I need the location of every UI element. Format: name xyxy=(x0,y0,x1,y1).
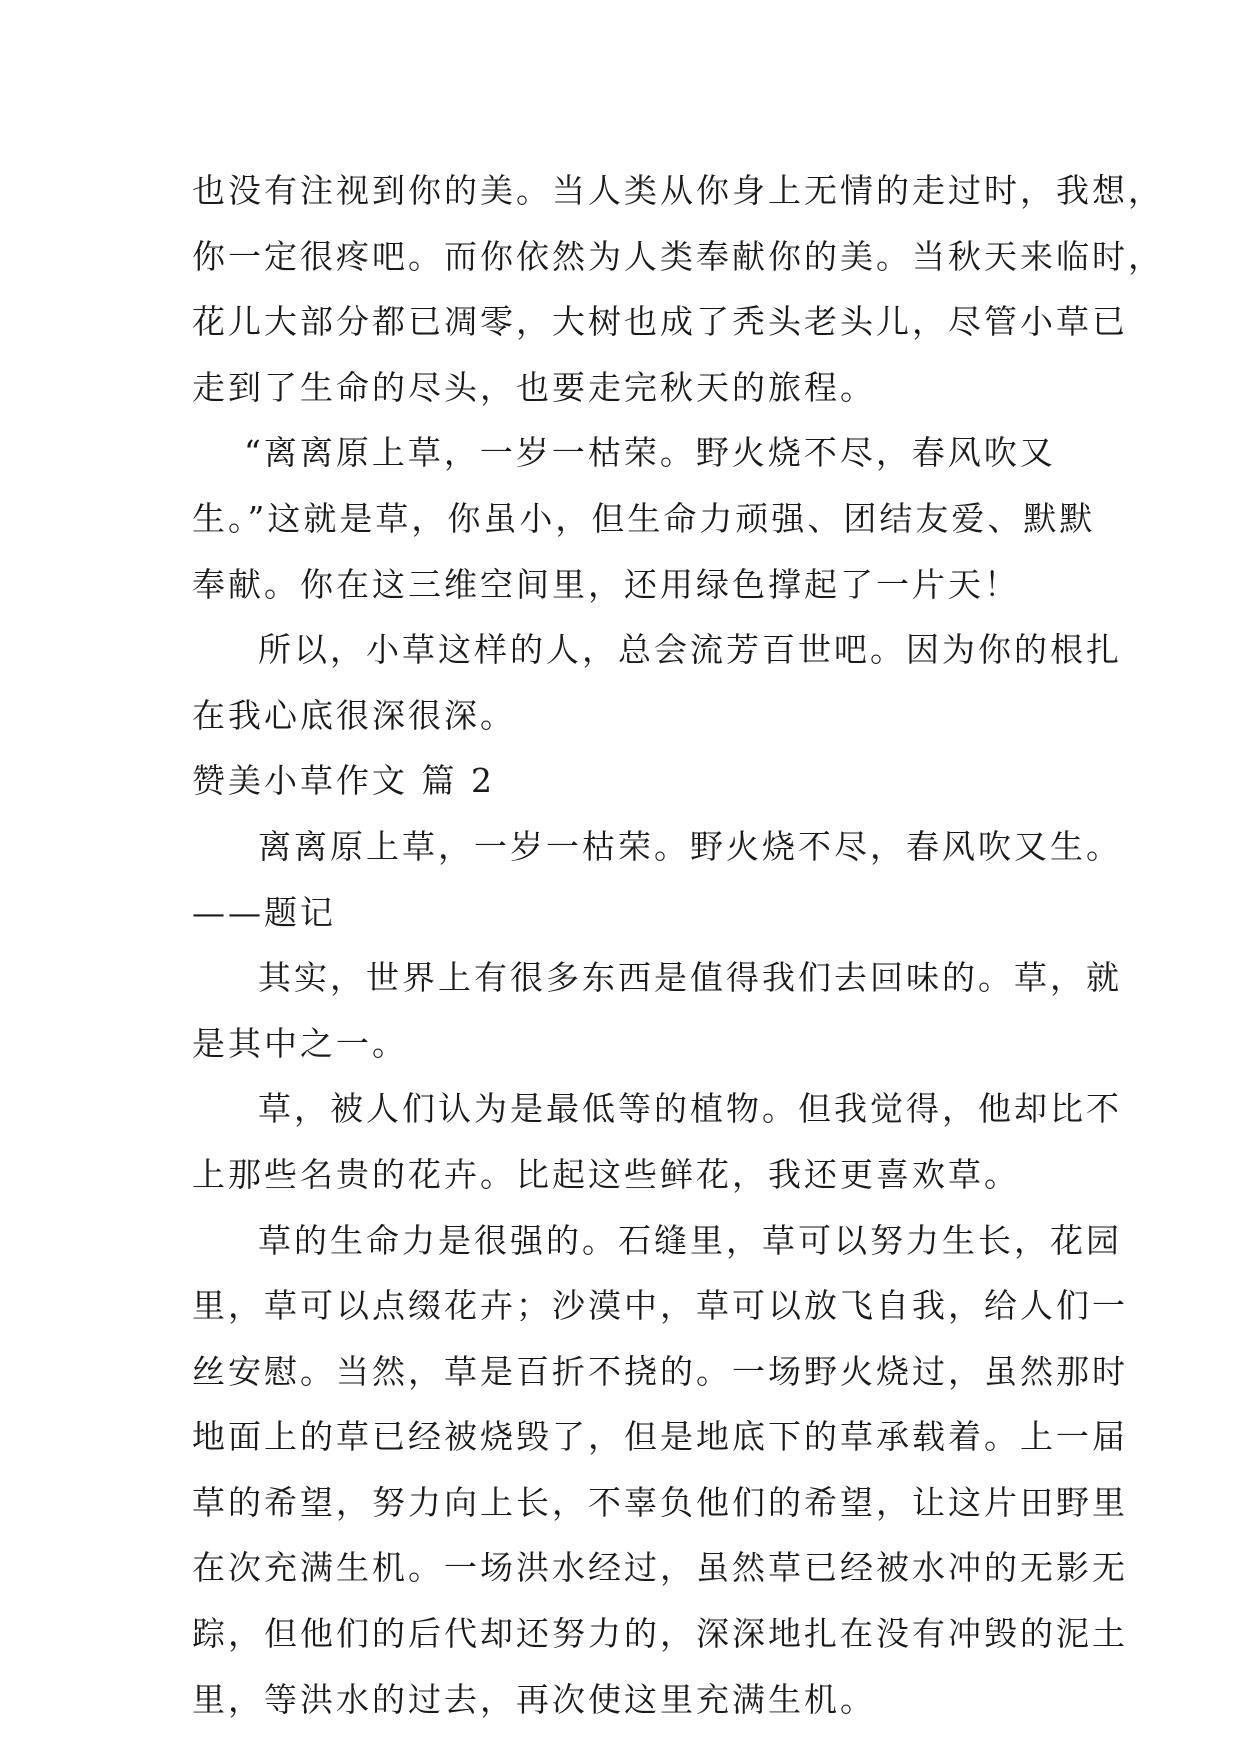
text-line: 奉献。你在这三维空间里，还用绿色撑起了一片天！ xyxy=(192,564,1020,604)
text-line: 草，被人们认为是最低等的植物。但我觉得，他却比不 xyxy=(258,1089,1122,1129)
text-line: 你一定很疼吧。而你依然为人类奉献你的美。当秋天来临时， xyxy=(192,236,1164,276)
text-line: 所以，小草这样的人，总会流芳百世吧。因为你的根扎 xyxy=(258,630,1122,670)
section-title: 赞美小草作文 篇 2 xyxy=(192,761,495,801)
text-line: 生。”这就是草，你虽小，但生命力顽强、团结友爱、默默 xyxy=(192,498,1096,538)
text-line: “离离原上草，一岁一枯荣。野火烧不尽，春风吹又 xyxy=(244,433,1056,473)
text-line: 也没有注视到你的美。当人类从你身上无情的走过时，我想， xyxy=(192,171,1164,210)
text-line: 是其中之一。 xyxy=(192,1023,408,1063)
text-line: 花儿大部分都已凋零，大树也成了秃头老头儿，尽管小草已 xyxy=(192,302,1128,342)
text-line: 里，等洪水的过去，再次使这里充满生机。 xyxy=(192,1679,876,1719)
text-line: 地面上的草已经被烧毁了，但是地底下的草承载着。上一届 xyxy=(192,1417,1128,1457)
text-line: 踪，但他们的后代却还努力的，深深地扎在没有冲毁的泥土 xyxy=(192,1614,1128,1654)
text-line: 离离原上草，一岁一枯荣。野火烧不尽，春风吹又生。 xyxy=(258,826,1122,866)
text-line: 在次充满生机。一场洪水经过，虽然草已经被水冲的无影无 xyxy=(192,1548,1128,1588)
essay-body xyxy=(192,158,1164,1732)
text-line: 走到了生命的尽头，也要走完秋天的旅程。 xyxy=(192,367,876,407)
text-line: 在我心底很深很深。 xyxy=(192,695,516,735)
text-line: 里，草可以点缀花卉；沙漠中，草可以放飞自我，给人们一 xyxy=(192,1286,1128,1326)
text-line: ——题记 xyxy=(192,892,336,932)
text-line: 草的希望，努力向上长，不辜负他们的希望，让这片田野里 xyxy=(192,1482,1128,1522)
text-line: 草的生命力是很强的。石缝里，草可以努力生长，花园 xyxy=(258,1220,1122,1260)
text-line: 丝安慰。当然，草是百折不挠的。一场野火烧过，虽然那时 xyxy=(192,1351,1128,1391)
text-line: 其实，世界上有很多东西是值得我们去回味的。草，就 xyxy=(258,958,1122,998)
text-line: 上那些名贵的花卉。比起这些鲜花，我还更喜欢草。 xyxy=(192,1154,1020,1194)
